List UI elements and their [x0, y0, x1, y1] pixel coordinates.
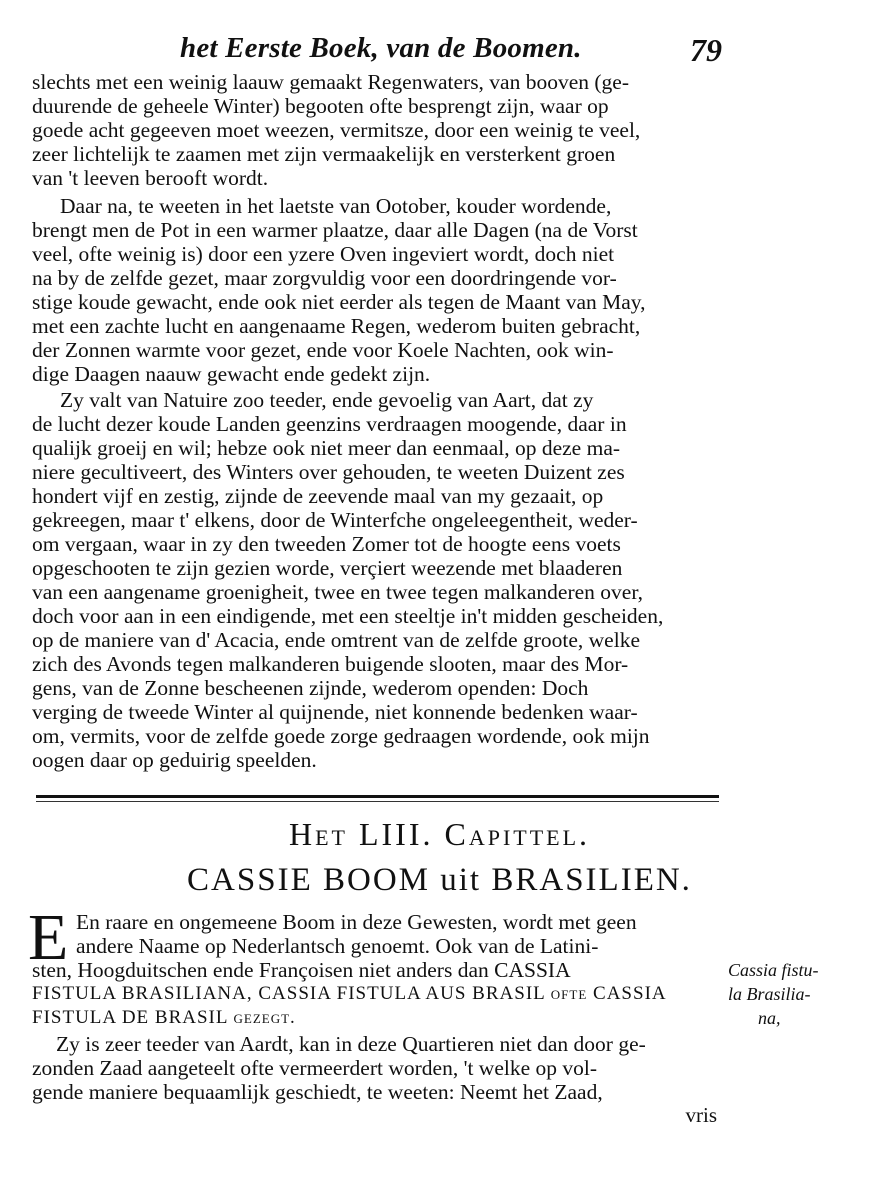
text-line: slechts met een weinig laauw gemaakt Regenwaters, van booven (ge-: [32, 70, 630, 94]
text-line: gekreegen, maar t' elkens, door de Winterfche ongeleegentheit, weder-: [32, 508, 638, 532]
text-line: dige Daagen naauw gewacht ende gedekt zijn.: [32, 362, 431, 386]
text-line: Zy valt van Natuire zoo teeder, ende gevoelig van Aart, dat zy: [60, 388, 594, 412]
text-line: sten, Hoogduitschen ende Françoisen niet anders dan CASSIA: [32, 958, 571, 982]
text-line: brengt men de Pot in een warmer plaatze, daar alle Dagen (na de Vorst: [32, 218, 638, 242]
text-line: van 't leeven berooft wordt.: [32, 166, 269, 190]
section-divider: [36, 795, 719, 798]
drop-cap: E: [28, 901, 69, 974]
text-line: de lucht dezer koude Landen geenzins verdraagen moogende, daar in: [32, 412, 627, 436]
margin-note-line: na,: [758, 1008, 781, 1028]
text-line: om, vermits, voor de zelfde goede zorge gedraagen wordende, ook mijn: [32, 724, 650, 748]
text-line: der Zonnen warmte voor gezet, ende voor Koele Nachten, ook win-: [32, 338, 614, 362]
text-line: na by de zelfde gezet, maar zorgvuldig voor een doordringende vor-: [32, 266, 617, 290]
text-line: oogen daar op geduirig speelden.: [32, 748, 317, 772]
text-line: veel, ofte weinig is) door een yzere Oven ingeviert wordt, doch niet: [32, 242, 615, 266]
page-header: [160, 28, 720, 68]
margin-note-line: Cassia fistu-: [728, 960, 819, 980]
text-line: goede acht gegeeven moet weezen, vermitsze, door een weinig te veel,: [32, 118, 641, 142]
margin-note-line: la Brasilia-: [728, 984, 811, 1004]
text-line: andere Naame op Nederlantsch genoemt. Ook van de Latini-: [76, 934, 599, 958]
text-line: om vergaan, waar in zy den tweeden Zomer tot de hoogte eens voets: [32, 532, 621, 556]
text-line: van een aangename groenigheit, twee en twee tegen malkanderen over,: [32, 580, 643, 604]
chapter-title: CASSIE BOOM uit BRASILIEN.: [187, 862, 692, 898]
text-line: gens, van de Zonne bescheenen zijnde, wederom openden: Doch: [32, 676, 589, 700]
text-line: FISTULA BRASILIANA, CASSIA FISTULA AUS BRASIL ofte CASSIA: [32, 983, 667, 1004]
text-line: duurende de geheele Winter) begooten ofte besprengt zijn, waar op: [32, 94, 609, 118]
text-line: En raare en ongemeene Boom in deze Gewesten, wordt met geen: [76, 910, 637, 934]
text-line: op de maniere van d' Acacia, ende omtrent van de zelfde groote, welke: [32, 628, 640, 652]
running-head: het Eerste Boek, van de Boomen.: [180, 32, 582, 64]
text-line: Zy is zeer teeder van Aardt, kan in deze Quartieren niet dan door ge-: [56, 1032, 646, 1056]
text-line: gende maniere bequaamlijk geschiedt, te weeten: Neemt het Zaad,: [32, 1080, 603, 1104]
text-line: hondert vijf en zestig, zijnde de zeevende maal van my gezaait, op: [32, 484, 604, 508]
section-divider-thin: [36, 801, 719, 802]
text-line: niere gecultiveert, des Winters over gehouden, te weeten Duizent zes: [32, 460, 625, 484]
text-line: doch voor aan in een eindigende, met een steeltje in't midden gescheiden,: [32, 604, 664, 628]
catchword: vris: [685, 1103, 717, 1127]
text-line: FISTULA DE BRASIL gezegt.: [32, 1007, 296, 1028]
text-line: qualijk groeij en wil; hebze ook niet meer dan eenmaal, op deze ma-: [32, 436, 621, 460]
text-line: opgeschooten te zijn gezien worde, verçiert weezende met blaaderen: [32, 556, 623, 580]
text-line: zich des Avonds tegen malkanderen buigende slooten, maar des Mor-: [32, 652, 629, 676]
text-line: Daar na, te weeten in het laetste van Ootober, kouder wordende,: [60, 194, 612, 218]
text-line: zonden Zaad aangeteelt ofte vermeerdert worden, 't welke op vol-: [32, 1056, 598, 1080]
chapter-number: Het LIII. Capittel.: [288, 816, 591, 852]
text-line: zeer lichtelijk te zaamen met zijn vermaakelijk en versterkent groen: [32, 142, 616, 166]
text-line: verging de tweede Winter al quijnende, niet konnende bedenken waar-: [32, 700, 638, 724]
text-line: stige koude gewacht, ende ook niet eerder als tegen de Maant van May,: [32, 290, 646, 314]
text-line: met een zachte lucht en aangenaame Regen, wederom buiten gebracht,: [32, 314, 641, 338]
page-number: 79: [690, 32, 722, 68]
